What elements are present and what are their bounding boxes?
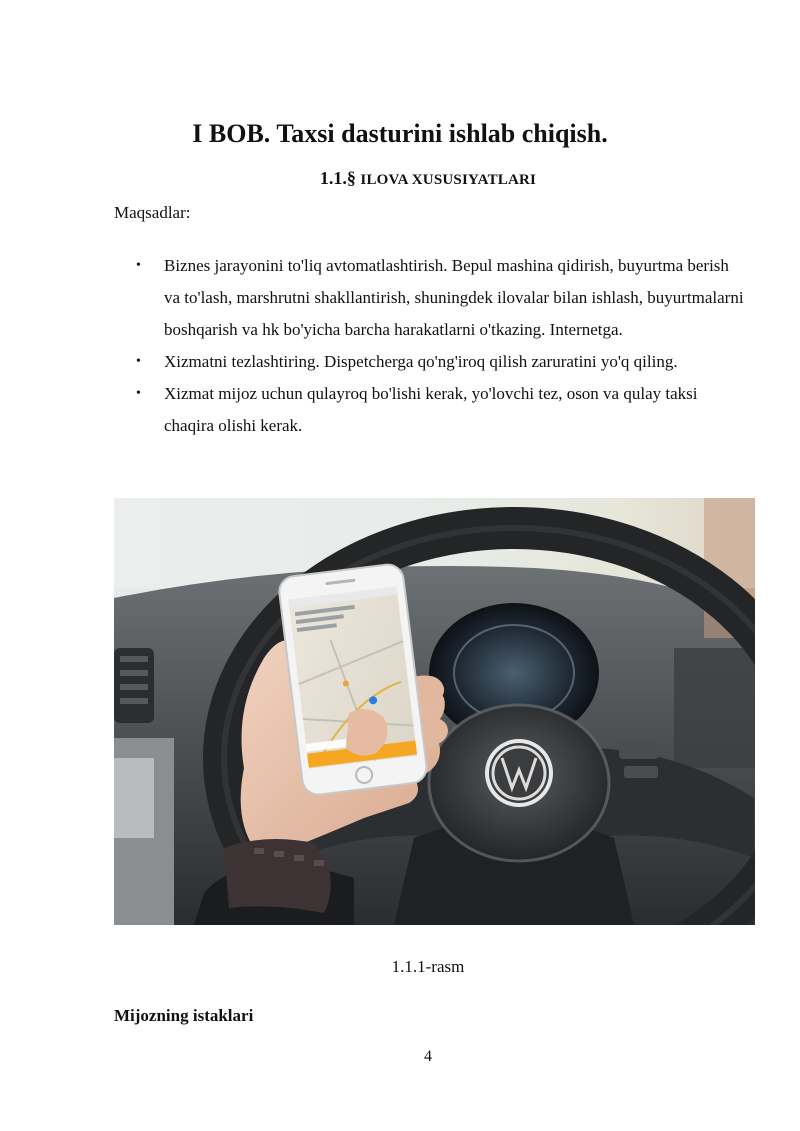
section-title — [0, 165, 800, 193]
photo-illustration — [114, 498, 755, 925]
bullet-icon: • — [136, 354, 141, 369]
list-item — [114, 378, 744, 442]
goals-label: Maqsadlar: — [114, 203, 191, 222]
list-item-text: Xizmat mijoz uchun qulayroq bo'lishi kerak, yo'lovchi tez, oson va qulay taksi chaqira olishi kerak. — [164, 384, 698, 435]
phone-illustration — [278, 563, 429, 797]
section-number: 1.1.§ — [319, 168, 356, 188]
figure-caption: 1.1.1-rasm — [391, 957, 465, 976]
page-number: 4 — [424, 1048, 432, 1065]
list-item — [114, 250, 744, 346]
section-title-text: ILOVA XUSUSIYATLARI — [360, 172, 537, 188]
bullet-icon: • — [136, 386, 141, 401]
subheading: Mijozning istaklari — [114, 1006, 254, 1025]
goals-list — [114, 250, 744, 442]
list-item-text: Xizmatni tezlashtiring. Dispetcherga qo'ng'iroq qilish zaruratini yo'q qiling. — [164, 352, 678, 371]
list-item-text: Biznes jarayonini to'liq avtomatlashtirish. Bepul mashina qidirish, buyurtma berish va to'lash, marshrutni shakllantirish, shuningdek ilovalar bilan ishlash, buyurtmalarni boshqarish va hk bo'yicha barcha harakatlarni o'tkazing. Internetga. — [164, 256, 744, 339]
bullet-icon: • — [136, 258, 141, 273]
taxi-app-photo — [114, 498, 755, 925]
chapter-title: I BOB. Taxsi dasturini ishlab chiqish. — [192, 119, 608, 148]
list-item — [114, 346, 744, 378]
